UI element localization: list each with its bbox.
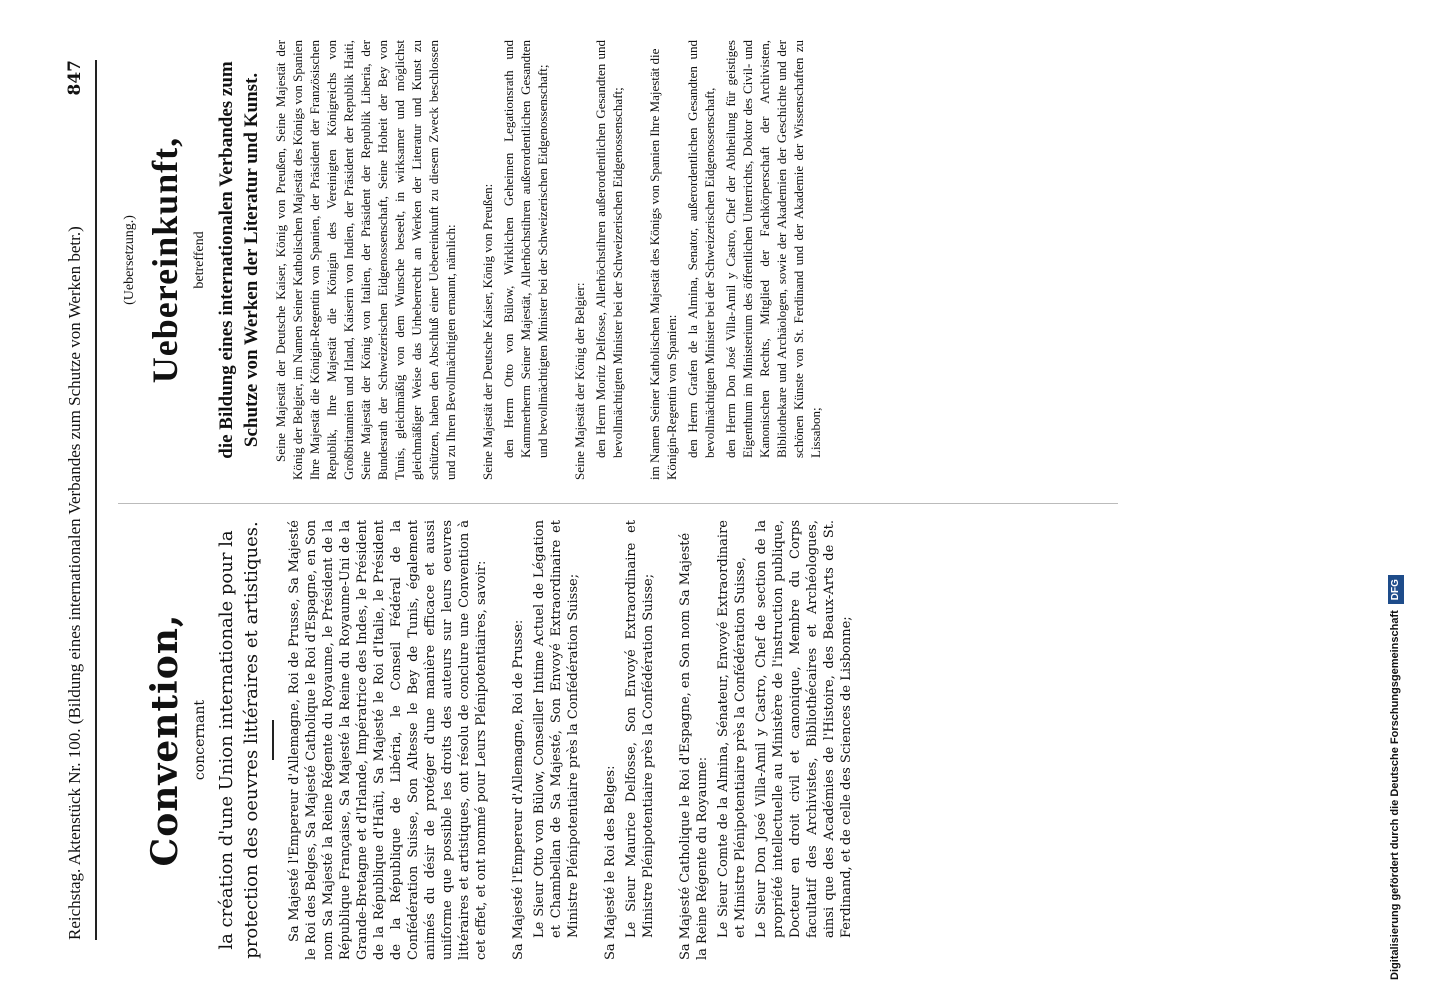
dfg-logo: DFG — [1388, 575, 1404, 604]
german-sovereign-spain: im Namen Seiner Katholischen Majestät des Königs von Spanien Ihre Majestät die Königin-Regentin von Spanien: — [647, 48, 679, 480]
german-delegate-germany: den Herrn Otto von Bülow, Wirklichen Geheimen Legationsrath und Kammerherrn Seiner Majestät, Allerhöchstihren außerordentlichen Gesandten und bevollmächtigten Minister bei der Schweizerischen Eidgenossenschaft; — [501, 40, 550, 458]
column-divider — [118, 503, 1118, 504]
french-column — [118, 520, 1118, 960]
french-preamble: Sa Majesté l'Empereur d'Allemagne, Roi de Prusse, Sa Majesté le Roi des Belges, Sa Majesté Catholique le Roi d'Espagne, en Son nom Sa Majesté la Reine Régente du Royaume, le Président de la République Française, Sa Majesté la Reine du Royaume-Uni de la Grande-Bretagne et d'Irlande, Impératrice des Indes, le Président de la République d'Haïti, Sa Majesté le Roi d'Italie, le Président de la République de Libéria, le Conseil Fédéral de la Confédération Suisse, Son Altesse le Bey de Tunis, également animés du désir de protéger d'une manière efficace et aussi uniforme que possible les droits des auteurs sur leurs oeuvres littéraires et artistiques, ont résolu de conclure une Convention à cet effet, et ont nommé pour Leurs Plénipotentiaires, savoir: — [287, 520, 489, 960]
french-sovereign-germany: Sa Majesté l'Empereur d'Allemagne, Roi de Prusse: — [511, 619, 526, 960]
title-rule — [272, 720, 274, 760]
page-header — [55, 60, 97, 940]
french-delegate-germany: Le Sieur Otto von Bülow, Conseiller Intime Actuel de Légation et Chambellan de Sa Majesté, Son Envoyé Extraordinaire et Ministre Plénipotentiaire près la Confédération Suisse; — [532, 520, 581, 938]
german-sovereign-belgium: Seine Majestät der König der Belgier: — [572, 282, 587, 480]
german-delegate-spain-2: den Herrn Don José Villa-Amil y Castro, Chef der Abtheilung für geistiges Eigenthum im Ministerium des öffentlichen Unterrichts, Doktor des Civil- und Kanonischen Rechts, Mitglied der Fachkörperschaft der Archivisten, Bibliothekare und Archäologen, sowie der Akademien der Geschichte und der schönen Künste von St. Ferdinand und der Akademie der Wissenschaften zu Lissabon; — [723, 40, 823, 458]
french-delegate-belgium: Le Sieur Maurice Delfosse, Son Envoyé Extraordinaire et Ministre Plénipotentiaire près la Confédération Suisse; — [624, 520, 656, 938]
german-title: Uebereinkunft, — [145, 136, 185, 384]
german-preamble: Seine Majestät der Deutsche Kaiser, König von Preußen, Seine Majestät der König der Belgier, im Namen Seiner Katholischen Majestät des Königs von Spanien Ihre Majestät die Königin-Regentin von Spanien, der Präsident der Französischen Republik, Ihre Majestät die Königin des Vereinigten Königreichs von Großbritannien und Irland, Kaiserin von Indien, der Präsident der Republik Haiti, Seine Majestät der König von Italien, der Präsident der Republik Liberia, der Bundesrath der Schweizerischen Eidgenossenschaft, Seine Hoheit der Bey von Tunis, gleichmäßig von dem Wunsche beseelt, in wirksamer und möglichst gleichmäßiger Weise das Urheberrecht an Werken der Literatur und Kunst zu schützen, haben den Abschluß einer Uebereinkunft zu diesem Zweck beschlossen und zu Ihren Bevollmächtigten ernannt, nämlich: — [273, 40, 458, 480]
french-sovereign-belgium: Sa Majesté le Roi des Belges: — [603, 765, 618, 960]
page-number: 847 — [65, 60, 85, 96]
german-column — [118, 40, 1118, 480]
french-concernant: concernant — [192, 699, 208, 781]
german-translation-note: (Uebersetzung.) — [122, 215, 137, 305]
german-sovereign-germany: Seine Majestät der Deutsche Kaiser, König von Preußen: — [480, 183, 495, 480]
french-delegate-spain-2: Le Sieur Don José Villa-Amil y Castro, Chef de section de la propriété intellectuelle au Ministère de l'instruction publique, Docteur en droit civil et canonique, Membre du Corps facultatif des Archivistes, Bibliothécaires et Archéologues, ainsi que des Académies de l'Histoire, des Beaux-Arts de St. Ferdinand, et de celle des Sciences de Lisbonne; — [754, 520, 854, 938]
digitization-stamp — [1380, 20, 1410, 980]
german-heading: die Bildung eines internationalen Verbandes zum Schutze von Werken der Literatur und Kunst. — [216, 61, 262, 459]
french-heading: la création d'une Union internationale pour la protection des oeuvres littéraires et artistiques. — [216, 521, 262, 959]
french-title: Convention, — [144, 613, 186, 867]
french-delegate-spain-1: Le Sieur Comte de la Almina, Sénateur, Envoyé Extraordinaire et Ministre Plénipotentiaire près la Confédération Suisse, — [716, 520, 748, 938]
digitization-text: Digitalisierung gefördert durch die Deutsche Forschungsgemeinschaft — [1389, 610, 1401, 980]
running-title: Reichstag. Aktenstück Nr. 100. (Bildung eines internationalen Verbandes zum Schutze von Werken betr.) — [65, 226, 84, 940]
german-betreffend: betreffend — [192, 231, 207, 289]
german-delegate-spain-1: den Herrn Grafen de la Almina, Senator, außerordentlichen Gesandten und bevollmächtigten Minister bei der Schweizerischen Eidgenossenschaft, — [685, 40, 717, 458]
french-sovereign-spain: Sa Majesté Catholique le Roi d'Espagne, en Son nom Sa Majesté la Reine Régente du Royaume: — [678, 532, 710, 960]
german-delegate-belgium: den Herrn Moritz Delfosse, Allerhöchstihren außerordentlichen Gesandten und bevollmächtigten Minister bei der Schweizerischen Eidgenossenschaft; — [593, 40, 625, 458]
